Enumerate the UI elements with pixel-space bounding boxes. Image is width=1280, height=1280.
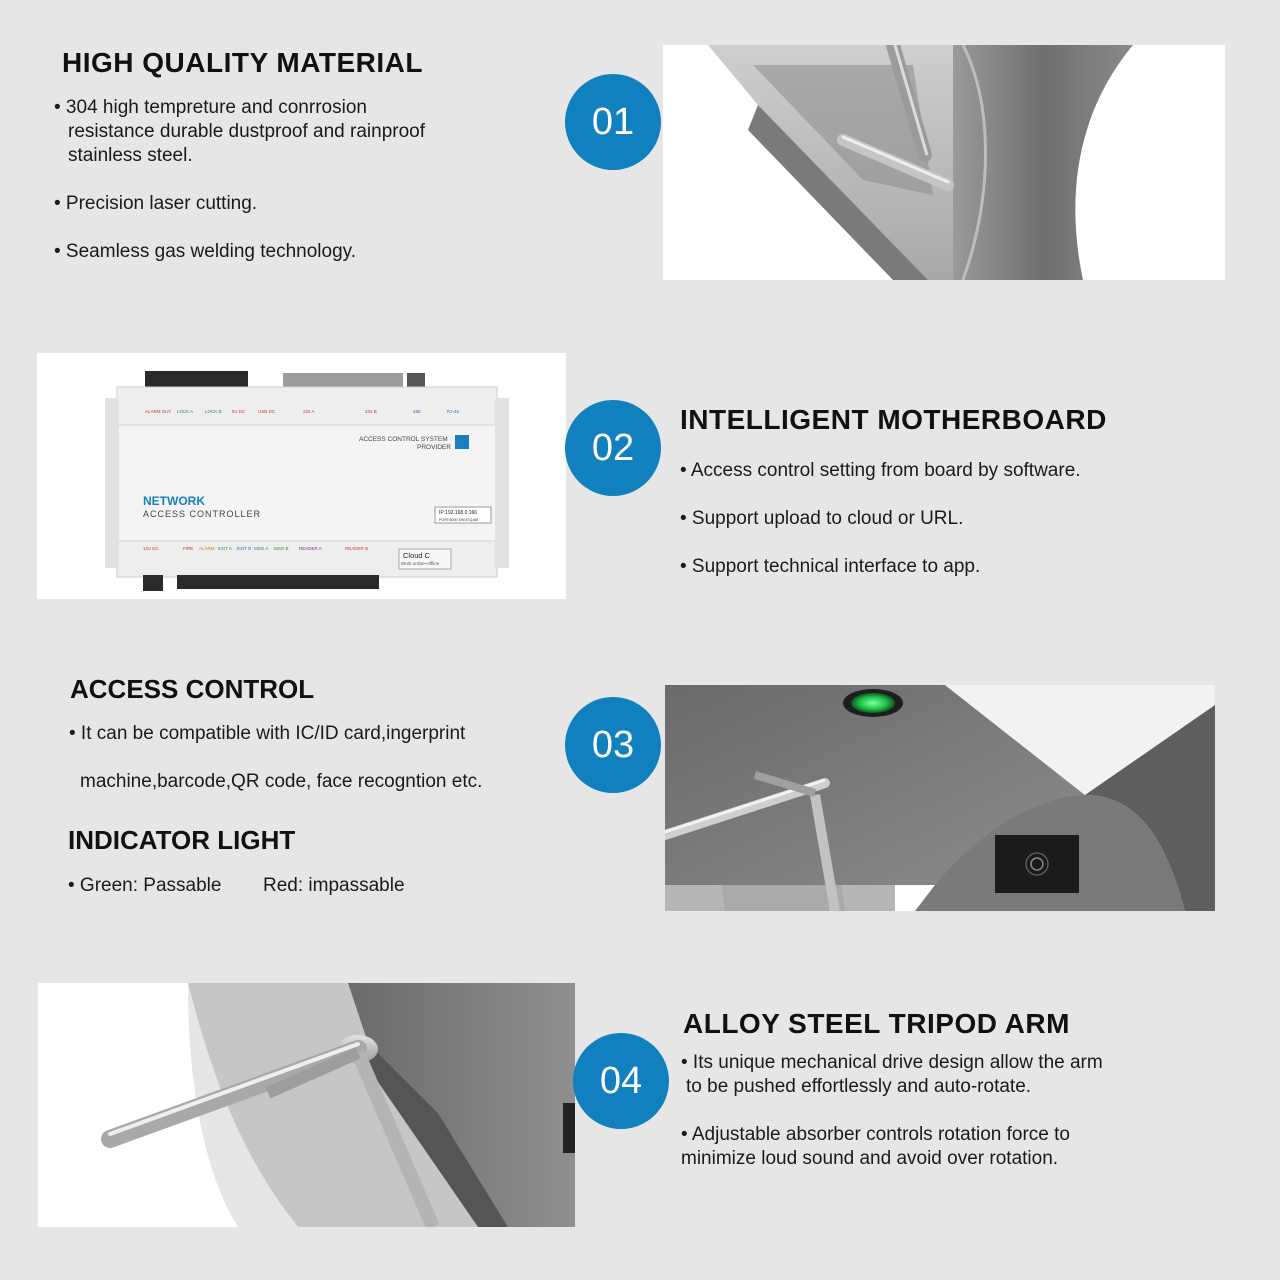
section-03-subtitle: INDICATOR LIGHT xyxy=(68,825,296,855)
controller-port-label: PORT:8000 S/N:87Q166 xyxy=(439,518,479,522)
controller-sticker-line-2: PROVIDER xyxy=(417,444,451,451)
section-04-bullet-1: • Its unique mechanical drive design allow the arm xyxy=(681,1052,1103,1073)
section-04-bullet-2-cont: minimize loud sound and avoid over rotation. xyxy=(681,1148,1059,1169)
controller-top-label-5: USB DC xyxy=(258,409,276,414)
card-reader-icon xyxy=(995,835,1079,893)
section-03-number-badge: 03 xyxy=(565,697,661,793)
controller-top-label-2: LOCK A xyxy=(177,409,194,414)
section-01-title: HIGH QUALITY MATERIAL xyxy=(62,47,424,78)
section-01-bullet-3: • Seamless gas welding technology. xyxy=(54,241,357,262)
section-04-bullet-2: • Adjustable absorber controls rotation force to xyxy=(681,1124,1070,1145)
section-01-bullet-1: • 304 high tempreture and conrrosion xyxy=(54,97,367,118)
controller-logo-square xyxy=(455,435,469,449)
controller-bottom-label-7: MSG B xyxy=(274,546,289,551)
controller-top-label-3: LOCK B xyxy=(205,409,222,414)
controller-bottom-label-5: EXIT B xyxy=(237,546,252,551)
section-03-title: ACCESS CONTROL xyxy=(70,674,315,704)
section-04-number-badge: 04 xyxy=(573,1033,669,1129)
section-02-number-badge: 02 xyxy=(565,400,661,496)
controller-bottom-label-9: READER B xyxy=(345,546,369,551)
section-01-bullet-1-cont2: stainless steel. xyxy=(68,145,193,166)
controller-brand-line-1: NETWORK xyxy=(143,494,205,508)
indicator-green-label: • Green: Passable xyxy=(68,875,222,896)
section-01-bullet-1-cont: resistance durable dustproof and rainproof xyxy=(68,121,426,142)
controller-top-label-4: 5V DC xyxy=(232,409,246,414)
controller-bottom-label-8: READER A xyxy=(299,546,322,551)
controller-cloud-label: Cloud C xyxy=(403,551,431,560)
section-01-bullet-2: • Precision laser cutting. xyxy=(54,193,258,214)
controller-top-label-6: 232 A xyxy=(303,409,315,414)
controller-bottom-label-2: FIRE xyxy=(183,546,194,551)
section-02-bullet-2: • Support upload to cloud or URL. xyxy=(680,508,964,529)
controller-top-label-1: ALARM OUT xyxy=(145,409,172,414)
controller-top-label-9: RJ-45 xyxy=(447,409,460,414)
controller-sticker-line-1: ACCESS CONTROL SYSTEM xyxy=(359,436,448,443)
controller-cloud-sublabel: Work online+offline xyxy=(401,561,440,566)
section-01-number-badge: 01 xyxy=(565,74,661,170)
section-01-turnstile-photo xyxy=(663,45,1225,280)
green-indicator-light xyxy=(851,693,895,713)
section-03-turnstile-photo xyxy=(665,685,1215,911)
controller-top-label-8: 485 xyxy=(413,409,421,414)
controller-bottom-label-4: EXIT A xyxy=(218,546,232,551)
controller-ip-label: IP:192.168.0.166 xyxy=(439,510,478,516)
controller-bottom-label-3: ALARM xyxy=(199,546,215,551)
section-03-bullet-1: • It can be compatible with IC/ID card,ingerprint xyxy=(69,723,466,744)
section-02-controller-photo xyxy=(37,353,566,599)
controller-brand-line-2: ACCESS CONTROLLER xyxy=(143,509,262,519)
section-02-bullet-1: • Access control setting from board by software. xyxy=(680,460,1081,481)
section-04-title: ALLOY STEEL TRIPOD ARM xyxy=(683,1008,1070,1039)
section-02-title: INTELLIGENT MOTHERBOARD xyxy=(680,404,1107,435)
section-03-bullet-1-cont: machine,barcode,QR code, face recogntion etc. xyxy=(80,771,483,792)
controller-bottom-label-6: MSG A xyxy=(254,546,269,551)
controller-bottom-label-1: 12V DC xyxy=(143,546,159,551)
indicator-red-label: Red: impassable xyxy=(263,875,405,896)
section-04-bullet-1-cont: to be pushed effortlessly and auto-rotate. xyxy=(686,1076,1032,1097)
section-04-tripod-arm-photo xyxy=(38,983,575,1227)
section-02-bullet-3: • Support technical interface to app. xyxy=(680,556,981,577)
controller-top-label-7: 232 B xyxy=(365,409,377,414)
